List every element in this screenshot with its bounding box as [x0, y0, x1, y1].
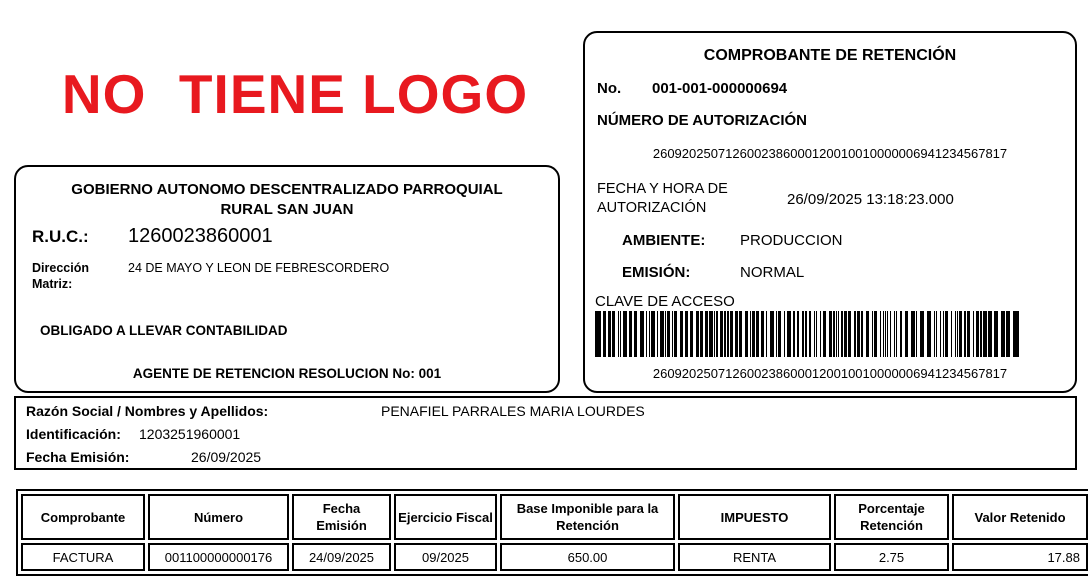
ruc-value: 1260023860001: [128, 225, 273, 247]
clave-acceso-number: 2609202507126002386000120010010000006941234567817: [652, 366, 1008, 381]
ruc-label: R.U.C.:: [32, 226, 89, 246]
emision-row: [622, 264, 804, 281]
issuer-name-line2: RURAL SAN JUAN: [220, 201, 354, 218]
clave-acceso-label: CLAVE DE ACCESO: [595, 293, 735, 310]
address-row: [32, 260, 389, 292]
issuer-name-line1: GOBIERNO AUTONOMO DESCENTRALIZADO PARROQUIAL: [71, 181, 503, 198]
table-cell: 001100000000176: [148, 543, 289, 571]
table-header-cell: Número: [148, 494, 289, 540]
razon-social-label: Razón Social / Nombres y Apellidos:: [26, 403, 269, 419]
receipt-number-row: [597, 80, 787, 97]
table-cell: 17.88: [952, 543, 1088, 571]
emision-value: NORMAL: [740, 264, 805, 281]
receipt-number-value: 001-001-000000694: [652, 80, 788, 97]
authorization-number-value: 2609202507126002386000120010010000006941234567817: [652, 146, 1008, 161]
issuer-name: [26, 180, 548, 220]
table-cell: 650.00: [500, 543, 675, 571]
table-cell: RENTA: [678, 543, 831, 571]
emision-label: EMISIÓN:: [622, 264, 691, 281]
ambiente-row: [622, 232, 843, 249]
table-header-cell: Ejercicio Fiscal: [394, 494, 497, 540]
table-header-cell: Base Imponible para la Retención: [500, 494, 675, 540]
clave-acceso-barcode: [595, 311, 1019, 357]
authorization-date-row: [597, 180, 1063, 218]
fecha-emision-label: Fecha Emisión:: [26, 449, 130, 465]
table-cell: FACTURA: [21, 543, 145, 571]
table-header-cell: Valor Retenido: [952, 494, 1088, 540]
fecha-emision-value: 26/09/2025: [191, 449, 262, 465]
retention-table: [16, 489, 1088, 576]
table-cell: 24/09/2025: [292, 543, 391, 571]
table-header-cell: IMPUESTO: [678, 494, 831, 540]
ambiente-label: AMBIENTE:: [622, 232, 706, 249]
receipt-title: COMPROBANTE DE RETENCIÓN: [703, 47, 957, 64]
customer-info-box: [14, 396, 1077, 470]
fecha-emision-row: [26, 449, 261, 465]
receipt-info-box: [583, 31, 1077, 393]
ambiente-value: PRODUCCION: [740, 232, 843, 249]
address-value: 24 DE MAYO Y LEON DE FEBRESCORDERO: [128, 261, 390, 275]
razon-social-row: [26, 403, 645, 419]
agente-retencion-text: AGENTE DE RETENCION RESOLUCION No: 001: [132, 366, 442, 381]
no-logo-text: NO TIENE LOGO: [61, 63, 529, 125]
table-header-cell: Porcentaje Retención: [834, 494, 949, 540]
address-label: Dirección Matriz:: [32, 261, 89, 291]
table-cell: 09/2025: [394, 543, 497, 571]
authorization-number-label: NÚMERO DE AUTORIZACIÓN: [597, 112, 807, 129]
razon-social-value: PENAFIEL PARRALES MARIA LOURDES: [381, 403, 645, 419]
table-header-row: [21, 494, 1088, 540]
identificacion-value: 1203251960001: [139, 426, 241, 442]
table-header-cell: Comprobante: [21, 494, 145, 540]
authorization-date-value: 26/09/2025 13:18:23.000: [787, 190, 954, 208]
ruc-row: [32, 225, 273, 248]
table-cell: 2.75: [834, 543, 949, 571]
contabilidad-text: OBLIGADO A LLEVAR CONTABILIDAD: [40, 323, 288, 338]
issuer-info-box: [14, 165, 560, 393]
table-header-cell: Fecha Emisión: [292, 494, 391, 540]
table-row: [21, 543, 1088, 571]
identificacion-row: [26, 426, 240, 442]
receipt-number-label: No.: [597, 80, 622, 97]
identificacion-label: Identificación:: [26, 426, 121, 442]
authorization-date-label: FECHA Y HORA DE AUTORIZACIÓN: [597, 181, 728, 216]
